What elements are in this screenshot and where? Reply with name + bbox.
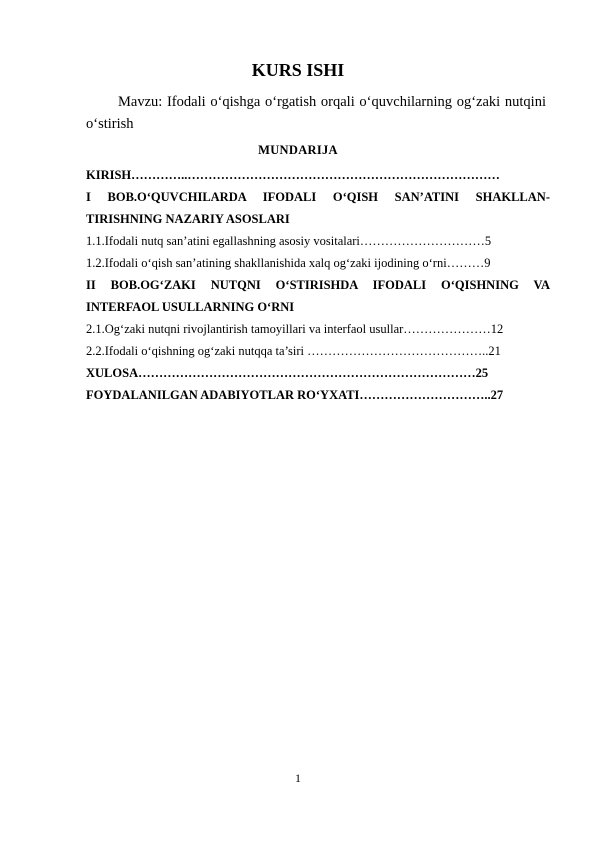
document-title: KURS ISHI — [251, 60, 345, 80]
toc-entry-conclusion: XULOSA………………………………………………………………………25 — [86, 366, 489, 380]
table-of-contents — [86, 164, 550, 406]
toc-entry-chapter-1: I BOB.O‘QUVCHILARDA IFODALI O‘QISH SAN’ATINI SHAKLLAN-TIRISHNING NAZARIY ASOSLARI — [86, 190, 550, 226]
page-number: 1 — [295, 771, 301, 785]
toc-entry-references: FOYDALANILGAN ADABIYOTLAR RO‘YXATI…………………………..27 — [86, 388, 504, 402]
toc-entry-section-2-2: 2.2.Ifodali o‘qishning og‘zaki nutqqa ta’siri ……………………………………..21 — [86, 344, 501, 358]
contents-heading: MUNDARIJA — [258, 143, 338, 157]
toc-entry-section-1-2: 1.2.Ifodali o‘qish san’atining shakllanishida xalq og‘zaki ijodining o‘rni………9 — [86, 256, 491, 270]
toc-entry-section-2-1: 2.1.Og‘zaki nutqni rivojlantirish tamoyillari va interfaol usullar…………………12 — [86, 322, 504, 336]
toc-entry-introduction: KIRISH…………..………………………………………………………………… — [86, 168, 500, 182]
toc-entry-chapter-2: II BOB.OG‘ZAKI NUTQNI O‘STIRISHDA IFODALI O‘QISHNING VA INTERFAOL USULLARNING O‘RNI — [86, 278, 550, 314]
topic-paragraph: Mavzu: Ifodali o‘qishga o‘rgatish orqali o‘quvchilarning og‘zaki nutqini o‘stirish — [86, 94, 546, 132]
toc-entry-section-1-1: 1.1.Ifodali nutq san’atini egallashning asosiy vositalari…………………………5 — [86, 234, 492, 248]
